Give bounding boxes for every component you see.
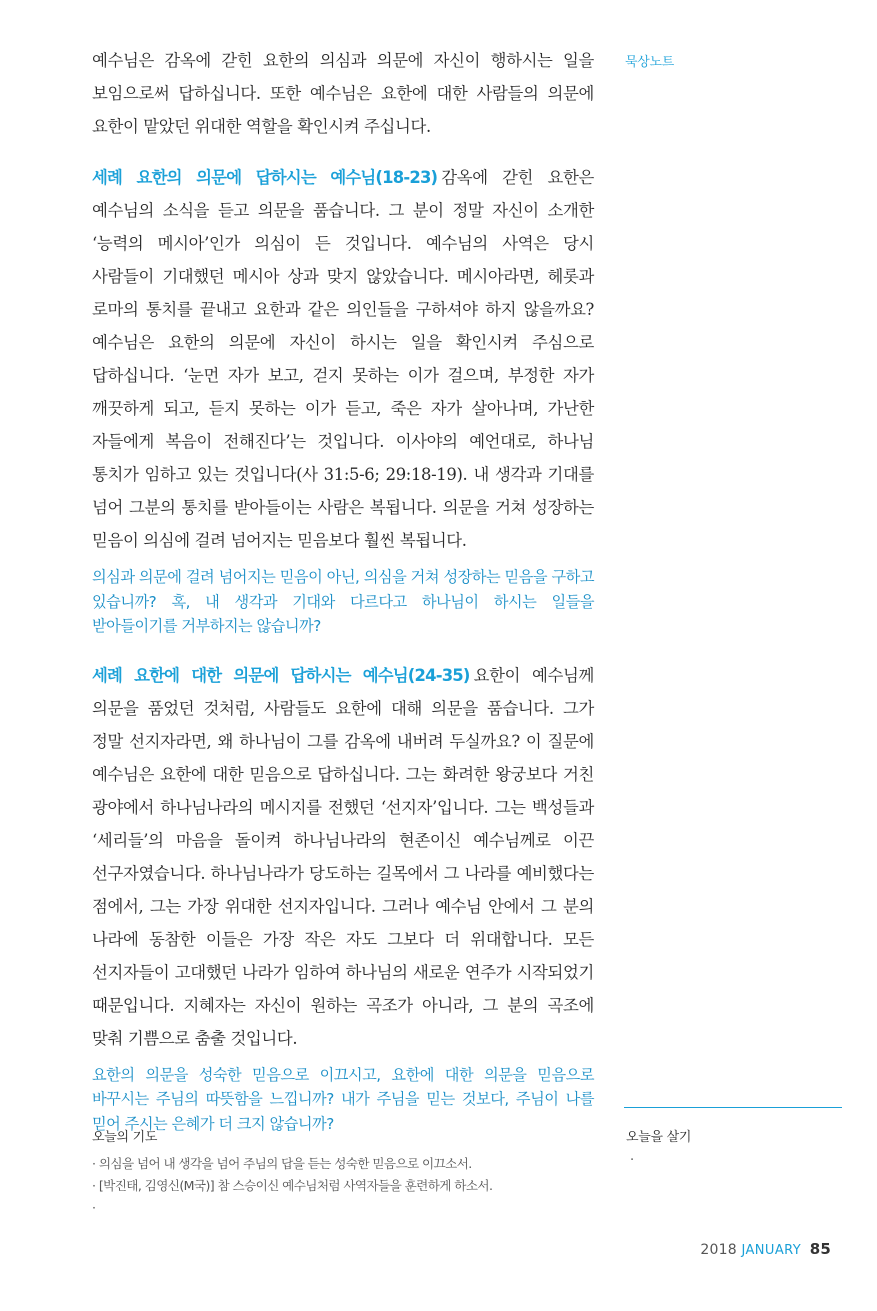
section-2-paragraph (92, 659, 594, 1055)
prayer-item: · 의심을 넘어 내 생각을 넘어 주님의 답을 듣는 성숙한 믿음으로 이끄소서. (92, 1153, 597, 1175)
living-divider (624, 1107, 842, 1108)
section-2-heading: 세례 요한에 대한 의문에 답하시는 예수님(24-35) (92, 665, 470, 685)
footer-month: JANUARY (741, 1243, 802, 1258)
prayer-section (92, 1126, 597, 1219)
prayer-item: · [박진태, 김영신(M국)] 참 스승이신 예수님처럼 사역자들을 훈련하게 하소서. (92, 1175, 597, 1197)
living-bullet: · (630, 1153, 635, 1168)
prayer-list (92, 1153, 597, 1219)
prayer-title: 오늘의 기도 (92, 1130, 158, 1145)
living-section (626, 1126, 691, 1168)
section-1-heading: 세례 요한의 의문에 답하시는 예수님(18-23) (92, 168, 438, 187)
page-number: 85 (809, 1240, 831, 1258)
meditation-notes-label: 묵상노트 (625, 55, 675, 70)
section-2-body: 요한이 예수님께 의문을 품었던 것처럼, 사람들도 요한에 대해 의문을 품습니다. 그가 정말 선지자라면, 왜 하나님이 그를 감옥에 내버려 두실까요? 이 질문에 예수님은 요한에 대한 믿음으로 답하십니다. 그는 화려한 왕궁보다 거친 광야에서 하나님나라의 메시지를 전했던 ‘선지자’입니다. 그는 백성들과 ‘세리들’의 마음을 돌이켜 하나님나라의 현존이신 예수님께로 이끈 선구자였습니다. 하나님나라가 당도하는 길목에서 그 나라를 예비했다는 점에서, 그는 가장 위대한 선지자입니다. 그러나 예수님 안에서 그 분의 나라에 동참한 이들은 가장 작은 자도 그보다 더 위대합니다. 모든 선지자들이 고대했던 나라가 임하여 하나님의 새로운 연주가 시작되었기 때문입니다. 지혜자는 자신이 원하는 곡조가 아니라, 그 분의 곡조에 맞춰 기쁨으로 춤출 것입니다. (92, 665, 594, 1048)
section-1-body: 감옥에 갇힌 요한은 예수님의 소식을 듣고 의문을 품습니다. 그 분이 정말 자신이 소개한 ‘능력의 메시아’인가 의심이 든 것입니다. 예수님의 사역은 당시 사람들이 기대했던 메시아 상과 맞지 않았습니다. 메시아라면, 헤롯과 로마의 통치를 끝내고 요한과 같은 의인들을 구하셔야 하지 않을까요? 예수님은 요한의 의문에 자신이 하시는 일을 확인시켜 주심으로 답하십니다. ‘눈먼 자가 보고, 걷지 못하는 이가 걸으며, 부정한 자가 깨끗하게 되고, 듣지 못하는 이가 듣고, 죽은 자가 살아나며, 가난한 자들에게 복음이 전해진다’는 것입니다. 이사야의 예언대로, 하나님 통치가 임하고 있는 것입니다(사 31:5-6; 29:18-19). 내 생각과 기대를 넘어 그분의 통치를 받아들이는 사람은 복됩니다. 의문을 거쳐 성장하는 믿음이 의심에 걸려 넘어지는 믿음보다 훨씬 복됩니다. (92, 168, 594, 550)
section-2-reflection: 요한의 의문을 성숙한 믿음으로 이끄시고, 요한에 대한 의문을 믿음으로 바꾸시는 주님의 따뜻함을 느낍니까? 내가 주님을 믿는 것보다, 주님이 나를 믿어 주시는 은혜가 더 크지 않습니까? (92, 1065, 594, 1133)
main-column (92, 44, 594, 1156)
footer-year: 2018 (700, 1242, 737, 1258)
living-title: 오늘을 살기 (626, 1130, 692, 1145)
intro-paragraph: 예수님은 감옥에 갇힌 요한의 의심과 의문에 자신이 행하시는 일을 보임으로써 답하십니다. 또한 예수님은 요한에 대한 사람들의 의문에 요한이 맡았던 위대한 역할을 확인시켜 주십니다. (92, 51, 594, 136)
page-footer (700, 1240, 831, 1258)
prayer-item (92, 1197, 597, 1219)
section-1-paragraph (92, 161, 594, 557)
section-1-reflection: 의심과 의문에 걸려 넘어지는 믿음이 아닌, 의심을 거쳐 성장하는 믿음을 구하고 있습니까? 혹, 내 생각과 기대와 다르다고 하나님이 하시는 일들을 받아들이기를 거부하지는 않습니까? (92, 568, 594, 635)
